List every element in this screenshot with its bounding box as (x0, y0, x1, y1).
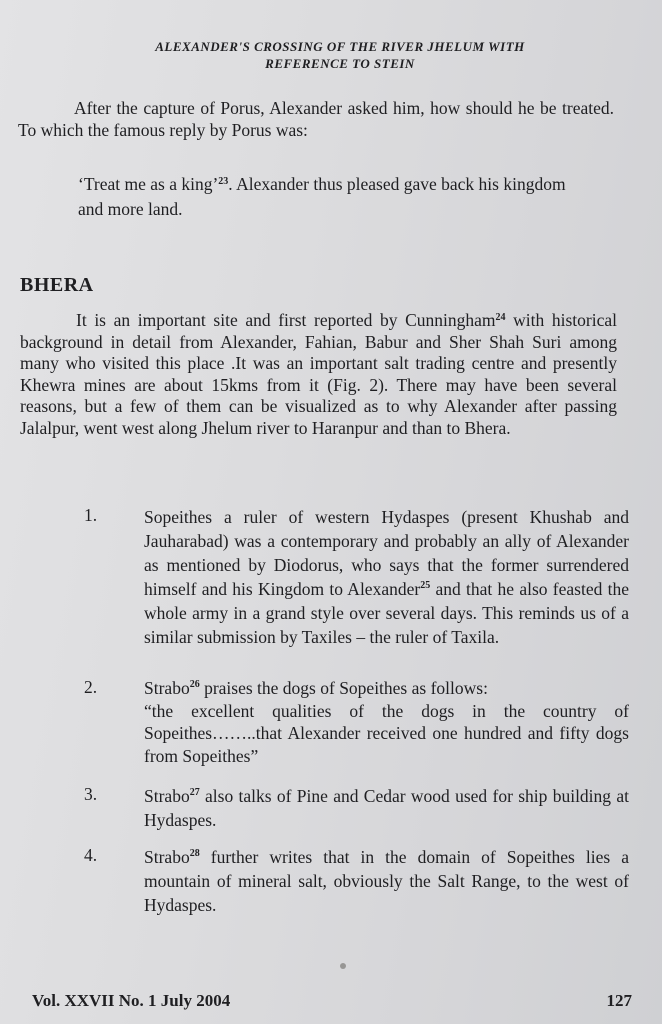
quote-text-cont: . Alexander thus pleased gave back his kingdom and more land. (78, 174, 566, 219)
item-text-cont: and that he also feasted the whole army in a grand style over several days. This reminds us of a similar submission by Taxiles – the ruler of Taxila. (144, 579, 629, 647)
footnote-ref-26: 26 (189, 679, 200, 690)
item-text: Sopeithes a ruler of western Hydaspes (present Khushab and Jauharabad) was a contemporary and probably an ally of Alexander as mentioned by Diodorus, who says that the former surrendered himself and his Kingdom to Alexander (144, 507, 629, 599)
running-head-line-1: ALEXANDER'S CROSSING OF THE RIVER JHELUM WITH (155, 39, 525, 54)
item-text: Strabo (144, 786, 190, 806)
item-text-cont: praises the dogs of Sopeithes as follows: (199, 678, 488, 698)
running-head (80, 38, 600, 72)
intro-paragraph: After the capture of Porus, Alexander asked him, how should he be treated. To which the famous reply by Porus was: (18, 98, 614, 140)
paper-speck (340, 963, 346, 969)
item-text-cont: also talks of Pine and Cedar wood used for ship building at Hydaspes. (144, 786, 629, 830)
porus-quote (78, 172, 578, 222)
list-item-text (144, 677, 629, 767)
page-number: 127 (606, 991, 632, 1010)
list-number: 4. (84, 845, 98, 865)
journal-volume: Vol. XXVII No. 1 July 2004 (32, 991, 231, 1010)
footnote-ref-27: 27 (189, 787, 200, 798)
dogs-quote: “the excellent qualities of the dogs in the country of Sopeithes……..that Alexander received one hundred and fifty dogs from Sopeithes” (144, 700, 629, 766)
list-number: 1. (84, 505, 98, 525)
bhera-paragraph (20, 310, 617, 439)
list-number: 3. (84, 784, 98, 804)
section-heading: BHERA (20, 274, 94, 296)
list-item-text (144, 845, 629, 917)
footnote-ref-28: 28 (189, 848, 200, 859)
footnote-ref-25: 25 (420, 580, 431, 591)
running-head-line-2: REFERENCE TO STEIN (265, 56, 415, 71)
bhera-text-cont: with historical background in detail from Alexander, Fahian, Babur and Sher Shah Suri among many who visited this place .It was an important salt trading centre and presently Khewra mines are about 15kms from it (Fig. 2). There may have been several reasons, but a few of them can be visualized as to why Alexander after passing Jalalpur, went west along Jhelum river to Haranpur and than to Bhera. (20, 310, 617, 438)
item-text: Strabo (144, 847, 190, 867)
item-text-cont: further writes that in the domain of Sopeithes lies a mountain of mineral salt, obviously the Salt Range, to the west of Hydaspes. (144, 847, 629, 915)
item-text: Strabo (144, 678, 190, 698)
bhera-text: It is an important site and first reported by Cunningham (76, 310, 496, 330)
list-item-text (144, 505, 629, 649)
footnote-ref-24: 24 (495, 312, 506, 323)
footnote-ref-23: 23 (218, 176, 229, 187)
list-item-text (144, 784, 629, 832)
quote-text: ‘Treat me as a king’ (78, 174, 219, 194)
list-number: 2. (84, 677, 98, 697)
